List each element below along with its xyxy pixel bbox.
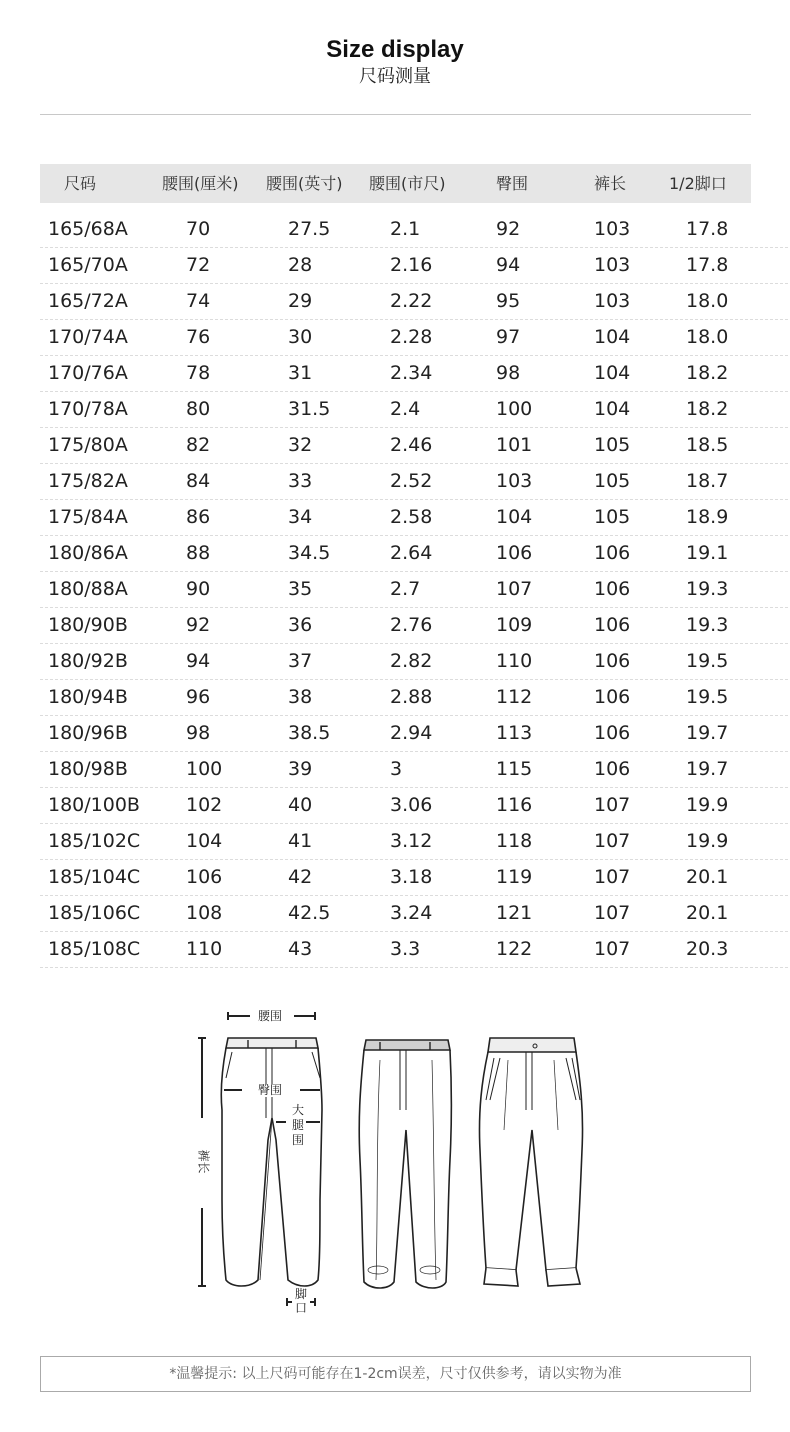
column-header-hem: 1/2脚口 [669, 174, 727, 193]
cell-hem: 19.7 [686, 722, 729, 744]
cell-waist-cm: 104 [186, 830, 223, 852]
column-header-hip: 臀围 [496, 174, 529, 193]
thigh-label-3: 围 [292, 1133, 305, 1147]
cell-waist-chi: 2.64 [390, 542, 433, 564]
cell-waist-chi: 3.24 [390, 902, 433, 924]
table-row [40, 536, 788, 572]
cell-waist-chi: 2.1 [390, 218, 421, 240]
cell-length: 107 [594, 794, 631, 816]
cell-waist-cm: 92 [186, 614, 211, 636]
disclaimer-note: *温馨提示: 以上尺码可能存在1-2cm误差，尺寸仅供参考，请以实物为准 [40, 1356, 751, 1392]
cell-hip: 101 [496, 434, 533, 456]
column-header-waist-inch: 腰围(英寸) [266, 174, 343, 193]
cell-waist-cm: 80 [186, 398, 211, 420]
cell-waist-cm: 78 [186, 362, 211, 384]
cell-waist-cm: 86 [186, 506, 211, 528]
cell-hem: 19.7 [686, 758, 729, 780]
table-row [40, 464, 788, 500]
cell-length: 106 [594, 758, 631, 780]
cell-waist-cm: 94 [186, 650, 211, 672]
cell-waist-inch: 34.5 [288, 542, 331, 564]
cell-waist-chi: 3.3 [390, 938, 421, 960]
cell-length: 107 [594, 902, 631, 924]
cell-waist-chi: 2.46 [390, 434, 433, 456]
measured-pants-drawing [221, 1038, 322, 1286]
cell-waist-inch: 42 [288, 866, 313, 888]
cell-waist-cm: 88 [186, 542, 211, 564]
cell-hip: 115 [496, 758, 533, 780]
table-row [40, 716, 788, 752]
cell-hip: 107 [496, 578, 533, 600]
cell-waist-inch: 35 [288, 578, 313, 600]
table-row [40, 572, 788, 608]
table-row [40, 896, 788, 932]
table-row [40, 788, 788, 824]
cell-length: 105 [594, 506, 631, 528]
slim-pants-drawing [359, 1040, 451, 1288]
cell-waist-cm: 82 [186, 434, 211, 456]
cell-hip: 119 [496, 866, 533, 888]
cell-waist-inch: 29 [288, 290, 313, 312]
cell-size: 170/78A [48, 398, 128, 420]
cell-waist-cm: 76 [186, 326, 211, 348]
cell-size: 165/70A [48, 254, 128, 276]
cell-waist-chi: 2.34 [390, 362, 433, 384]
table-row [40, 680, 788, 716]
cell-length: 106 [594, 542, 631, 564]
table-row [40, 284, 788, 320]
thigh-label-2: 腿 [292, 1118, 305, 1132]
cell-hem: 19.1 [686, 542, 729, 564]
cell-size: 175/80A [48, 434, 128, 456]
cell-length: 107 [594, 938, 631, 960]
cell-hip: 113 [496, 722, 533, 744]
cell-waist-cm: 72 [186, 254, 211, 276]
cell-hem: 18.9 [686, 506, 729, 528]
thigh-label-1: 大 [292, 1103, 305, 1117]
cell-length: 104 [594, 362, 631, 384]
cell-size: 170/76A [48, 362, 128, 384]
cell-waist-inch: 32 [288, 434, 313, 456]
cell-hem: 18.0 [686, 326, 729, 348]
table-row [40, 248, 788, 284]
cell-size: 180/90B [48, 614, 128, 636]
cell-waist-inch: 34 [288, 506, 313, 528]
cell-length: 105 [594, 434, 631, 456]
cell-waist-cm: 108 [186, 902, 223, 924]
cell-length: 104 [594, 398, 631, 420]
table-row [40, 860, 788, 896]
cell-waist-cm: 74 [186, 290, 211, 312]
cell-hip: 95 [496, 290, 521, 312]
cell-size: 185/108C [48, 938, 141, 960]
cell-length: 103 [594, 254, 631, 276]
cell-waist-chi: 2.58 [390, 506, 433, 528]
cell-hip: 110 [496, 650, 533, 672]
hip-label: 臀围 [258, 1083, 283, 1097]
table-row [40, 932, 788, 968]
cell-waist-chi: 2.28 [390, 326, 433, 348]
cell-size: 180/98B [48, 758, 128, 780]
cell-hip: 94 [496, 254, 521, 276]
cell-hem: 19.5 [686, 686, 729, 708]
cell-waist-inch: 38 [288, 686, 313, 708]
cell-length: 105 [594, 470, 631, 492]
cell-waist-chi: 2.4 [390, 398, 421, 420]
cell-waist-chi: 2.94 [390, 722, 433, 744]
cell-waist-chi: 2.88 [390, 686, 433, 708]
cell-hip: 92 [496, 218, 521, 240]
cell-size: 180/94B [48, 686, 128, 708]
cell-waist-chi: 2.52 [390, 470, 433, 492]
cell-waist-inch: 33 [288, 470, 313, 492]
cell-waist-cm: 96 [186, 686, 211, 708]
cell-hip: 116 [496, 794, 533, 816]
cell-size: 180/100B [48, 794, 140, 816]
cell-hem: 20.1 [686, 902, 729, 924]
cell-waist-chi: 3 [390, 758, 403, 780]
cell-hem: 18.2 [686, 362, 729, 384]
column-header-waist-chi: 腰围(市尺) [369, 174, 446, 193]
cell-waist-inch: 30 [288, 326, 313, 348]
table-row [40, 392, 788, 428]
cell-hem: 19.9 [686, 794, 729, 816]
cell-hip: 98 [496, 362, 521, 384]
cell-hip: 122 [496, 938, 533, 960]
cell-waist-inch: 39 [288, 758, 313, 780]
column-header-size: 尺码 [64, 174, 97, 193]
cell-hem: 20.1 [686, 866, 729, 888]
cell-waist-cm: 90 [186, 578, 211, 600]
cell-hem: 18.0 [686, 290, 729, 312]
cell-length: 103 [594, 290, 631, 312]
cell-size: 175/82A [48, 470, 128, 492]
cell-hem: 19.3 [686, 578, 729, 600]
cell-waist-inch: 43 [288, 938, 313, 960]
cell-hip: 97 [496, 326, 521, 348]
table-row [40, 428, 788, 464]
cell-hip: 112 [496, 686, 533, 708]
page-subtitle: 尺码测量 [359, 66, 431, 87]
cell-waist-inch: 27.5 [288, 218, 331, 240]
cell-hip: 106 [496, 542, 533, 564]
cell-waist-cm: 100 [186, 758, 223, 780]
cell-waist-inch: 40 [288, 794, 313, 816]
cell-size: 180/88A [48, 578, 128, 600]
cell-hem: 17.8 [686, 218, 729, 240]
pants-illustrations [180, 1000, 620, 1320]
table-row [40, 752, 788, 788]
cell-size: 165/72A [48, 290, 128, 312]
table-row [40, 644, 788, 680]
column-header-length: 裤长 [594, 174, 627, 193]
column-header-waist-cm: 腰围(厘米) [162, 174, 239, 193]
cell-waist-inch: 38.5 [288, 722, 331, 744]
cell-hem: 20.3 [686, 938, 729, 960]
cell-hem: 19.9 [686, 830, 729, 852]
cell-waist-chi: 2.76 [390, 614, 433, 636]
cell-waist-inch: 28 [288, 254, 313, 276]
cell-hip: 118 [496, 830, 533, 852]
cell-size: 170/74A [48, 326, 128, 348]
cell-waist-chi: 2.16 [390, 254, 433, 276]
hem-label-2: 口 [295, 1301, 308, 1315]
cell-waist-cm: 70 [186, 218, 211, 240]
cell-waist-chi: 3.06 [390, 794, 433, 816]
cell-waist-cm: 98 [186, 722, 211, 744]
hem-label-1: 脚 [295, 1287, 308, 1301]
cell-length: 106 [594, 686, 631, 708]
cell-hem: 18.5 [686, 434, 729, 456]
cell-size: 165/68A [48, 218, 128, 240]
cell-waist-chi: 3.18 [390, 866, 433, 888]
cell-size: 180/86A [48, 542, 128, 564]
cell-waist-chi: 2.82 [390, 650, 433, 672]
cell-hip: 109 [496, 614, 533, 636]
table-row [40, 212, 788, 248]
cell-length: 107 [594, 830, 631, 852]
page-title: Size display [326, 36, 464, 63]
cell-waist-inch: 31.5 [288, 398, 331, 420]
table-row [40, 824, 788, 860]
cell-size: 180/92B [48, 650, 128, 672]
cell-hip: 103 [496, 470, 533, 492]
measurement-diagram [180, 1000, 620, 1320]
cell-waist-cm: 110 [186, 938, 223, 960]
pleated-pants-drawing [479, 1038, 582, 1286]
cell-waist-chi: 2.7 [390, 578, 421, 600]
cell-size: 185/104C [48, 866, 141, 888]
size-table-header [40, 164, 751, 203]
length-label: 裤长 [196, 1149, 211, 1174]
cell-waist-inch: 37 [288, 650, 313, 672]
cell-length: 103 [594, 218, 631, 240]
waist-label: 腰围 [258, 1009, 283, 1023]
cell-size: 185/106C [48, 902, 141, 924]
cell-waist-cm: 106 [186, 866, 223, 888]
table-row [40, 500, 788, 536]
cell-hip: 121 [496, 902, 533, 924]
table-row [40, 356, 788, 392]
cell-hem: 17.8 [686, 254, 729, 276]
cell-waist-inch: 41 [288, 830, 313, 852]
cell-hem: 18.2 [686, 398, 729, 420]
table-row [40, 320, 788, 356]
cell-size: 185/102C [48, 830, 141, 852]
cell-waist-inch: 31 [288, 362, 313, 384]
cell-length: 106 [594, 614, 631, 636]
cell-waist-inch: 42.5 [288, 902, 331, 924]
cell-waist-cm: 102 [186, 794, 223, 816]
cell-length: 104 [594, 326, 631, 348]
cell-waist-chi: 2.22 [390, 290, 433, 312]
cell-length: 106 [594, 578, 631, 600]
cell-hip: 104 [496, 506, 533, 528]
cell-length: 107 [594, 866, 631, 888]
cell-hem: 18.7 [686, 470, 729, 492]
table-row [40, 608, 788, 644]
cell-hip: 100 [496, 398, 533, 420]
cell-waist-inch: 36 [288, 614, 313, 636]
cell-waist-chi: 3.12 [390, 830, 433, 852]
cell-length: 106 [594, 650, 631, 672]
cell-size: 175/84A [48, 506, 128, 528]
title-divider [40, 114, 751, 115]
cell-waist-cm: 84 [186, 470, 211, 492]
size-table-body [40, 212, 788, 968]
cell-length: 106 [594, 722, 631, 744]
cell-hem: 19.3 [686, 614, 729, 636]
cell-size: 180/96B [48, 722, 128, 744]
cell-hem: 19.5 [686, 650, 729, 672]
